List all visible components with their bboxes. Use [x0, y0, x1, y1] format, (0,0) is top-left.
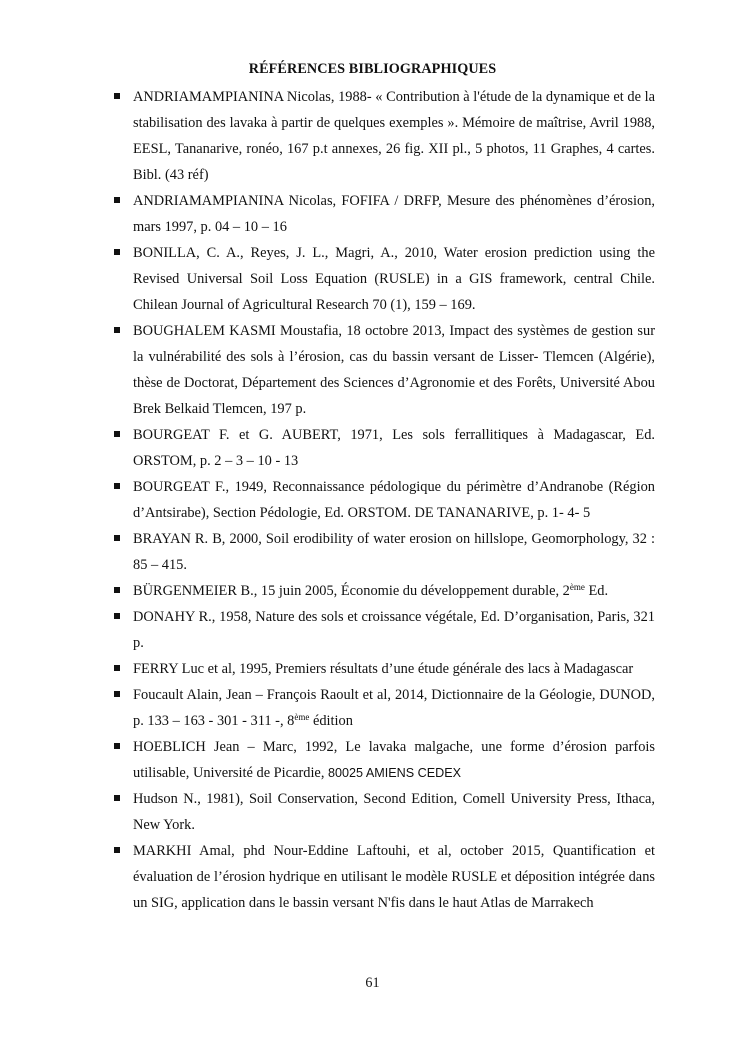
reference-item [133, 526, 655, 578]
reference-list [0, 84, 745, 916]
reference-text: ANDRIAMAMPIANINA Nicolas, FOFIFA / DRFP, Mesure des phénomènes d’érosion, mars 1997, p. 04 – 10 – 16 [133, 193, 655, 235]
reference-text: BOUGHALEM KASMI Moustafia, 18 octobre 2013, Impact des systèmes de gestion sur la vulnérabilité des sols à l’érosion, cas du bassin versant de Lisser- Tlemcen (Algérie), thèse de Doctorat, Département des Sciences d’Agronomie et des Forêts, Université Abou Brek Belkaid Tlemcen, 197 p. [133, 323, 655, 417]
reference-item [133, 318, 655, 422]
page-title: RÉFÉRENCES BIBLIOGRAPHIQUES [248, 61, 497, 77]
page-number: 61 [365, 975, 380, 991]
reference-item [133, 474, 655, 526]
reference-text: MARKHI Amal, phd Nour-Eddine Laftouhi, et al, october 2015, Quantification et évaluation de l’érosion hydrique en utilisant le modèle RUSLE et déposition intégrée dans un SIG, application dans le bassin versant N'fis dans le haut Atlas de Marrakech [133, 843, 655, 911]
reference-text: Foucault Alain, Jean – François Raoult et al, 2014, Dictionnaire de la Géologie, DUNOD, p. 133 – 163 - 301 - 311 -, 8 [133, 687, 655, 729]
reference-item [133, 422, 655, 474]
reference-item [133, 240, 655, 318]
reference-text: DONAHY R., 1958, Nature des sols et croissance végétale, Ed. D’organisation, Paris, 321 p. [133, 609, 655, 651]
reference-item [133, 734, 655, 786]
reference-small-text: 80025 AMIENS CEDEX [328, 766, 462, 780]
reference-text: ANDRIAMAMPIANINA Nicolas, 1988- « Contribution à l'étude de la dynamique et de la stabilisation des lavaka à partir de quelques exemples ». Mémoire de maîtrise, Avril 1988, EESL, Tananarive, ronéo, 167 p.t annexes, 26 fig. XII pl., 5 photos, 11 Graphes, 4 cartes. Bibl. (43 réf) [133, 89, 655, 183]
reference-item [133, 604, 655, 656]
reference-item [133, 786, 655, 838]
reference-item [133, 188, 655, 240]
reference-text: BRAYAN R. B, 2000, Soil erodibility of water erosion on hillslope, Geomorphology, 32 : 85 – 415. [133, 531, 655, 573]
reference-item [133, 578, 655, 604]
reference-text-suffix: Ed. [584, 583, 609, 599]
reference-item [133, 682, 655, 734]
reference-text: FERRY Luc et al, 1995, Premiers résultats d’une étude générale des lacs à Madagascar [133, 661, 634, 677]
reference-text: BÜRGENMEIER B., 15 juin 2005, Économie du développement durable, 2 [133, 583, 570, 599]
reference-item [133, 656, 655, 682]
reference-text: BOURGEAT F., 1949, Reconnaissance pédologique du périmètre d’Andranobe (Région d’Antsirabe), Section Pédologie, Ed. ORSTOM. DE TANANARIVE, p. 1- 4- 5 [133, 479, 655, 521]
superscript-ordinal: ème [294, 712, 310, 722]
superscript-ordinal: ème [569, 582, 585, 592]
reference-text: Hudson N., 1981), Soil Conservation, Second Edition, Comell University Press, Ithaca, New York. [133, 791, 655, 833]
reference-text: BOURGEAT F. et G. AUBERT, 1971, Les sols ferrallitiques à Madagascar, Ed. ORSTOM, p. 2 – 3 – 10 - 13 [133, 427, 655, 469]
reference-text: BONILLA, C. A., Reyes, J. L., Magri, A., 2010, Water erosion prediction using the Revised Universal Soil Loss Equation (RUSLE) in a GIS framework, central Chile. Chilean Journal of Agricultural Research 70 (1), 159 – 169. [133, 245, 655, 313]
reference-text: HOEBLICH Jean – Marc, 1992, Le lavaka malgache, une forme d’érosion parfois utilisable, Université de Picardie, [133, 739, 655, 781]
reference-item [133, 84, 655, 188]
reference-item [133, 838, 655, 916]
reference-text-suffix: édition [309, 713, 353, 729]
